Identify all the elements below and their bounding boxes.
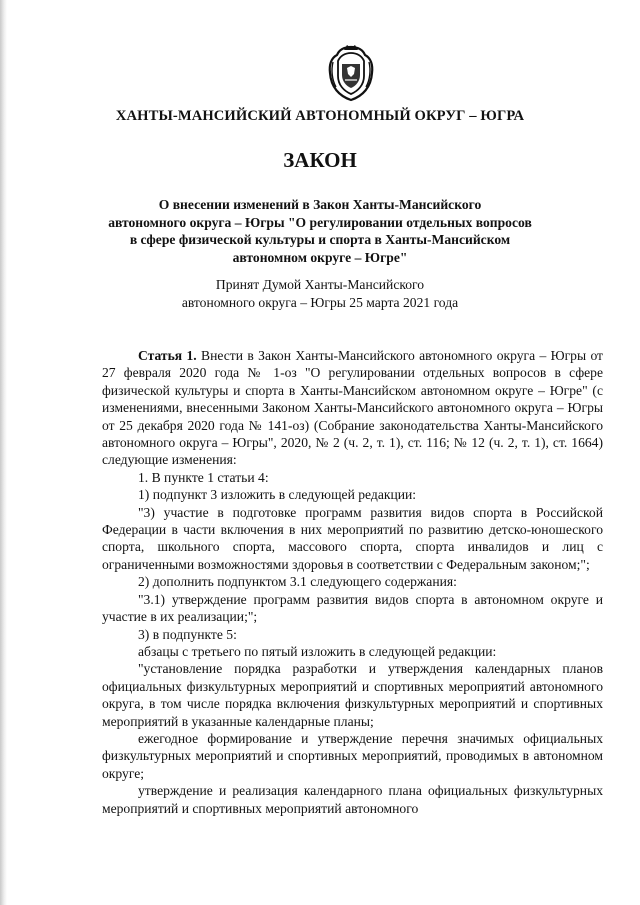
body-paragraph: утверждение и реализация календарного плана официальных физкультурных мероприятий и спортивных мероприятий автономного [102, 783, 603, 816]
law-body [102, 347, 603, 817]
adoption-line: Принят Думой Ханты-Мансийского [215, 277, 425, 292]
coat-of-arms-icon [327, 44, 375, 102]
law-subject-title [0, 196, 640, 266]
subject-line: автономном округе – Югре" [232, 249, 408, 265]
article-heading: Статья 1. [138, 348, 197, 363]
article-intro: Внести в Закон Ханты-Мансийского автономного округа – Югры от 27 февраля 2020 года № 1-оз "О регулировании отдельных вопросов в сфере физической культуры и спорта в Ханты-Мансийском автономном округе – Югре" (с изменениями, внесенными Законом Ханты-Мансийского автономного округа – Югры от 25 декабря 2020 года № 141-оз) (Собрание законодательства Ханты-Мансийского автономного округа – Югры", 2020, № 2 (ч. 2, т. 1), ст. 116; № 12 (ч. 2, т. 1), ст. 1664) следующие изменения: [102, 348, 603, 468]
subject-line: О внесении изменений в Закон Ханты-Мансийского [158, 197, 482, 212]
subject-line: в сфере физической культуры и спорта в Ханты-Мансийском [129, 232, 511, 247]
adoption-note [0, 276, 640, 311]
article-paragraph [102, 347, 603, 469]
region-heading: ХАНТЫ-МАНСИЙСКИЙ АВТОНОМНЫЙ ОКРУГ – ЮГРА [115, 108, 525, 124]
document-type-title: ЗАКОН [283, 148, 357, 172]
adoption-line: автономного округа – Югры 25 марта 2021 года [181, 294, 459, 310]
body-paragraph: 2) дополнить подпунктом 3.1 следующего содержания: [138, 574, 457, 590]
body-paragraph: 3) в подпункте 5: [138, 626, 237, 642]
body-paragraph: "3) участие в подготовке программ развития видов спорта в Российской Федерации в части включения в них мероприятий по развитию детско-юношеского спорта, школьного спорта, массового спорта, спорта инвалидов и лиц с ограниченными возможностями здоровья в соответствии с Федеральным законом;"; [102, 504, 603, 572]
body-paragraph: "3.1) утверждение программ развития видов спорта в автономном округе и участие в их реализации;"; [102, 591, 603, 625]
body-paragraph: 1) подпункт 3 изложить в следующей редакции: [138, 487, 417, 503]
scan-edge-shadow [0, 0, 7, 905]
body-paragraph: абзацы с третьего по пятый изложить в следующей редакции: [138, 643, 497, 659]
body-paragraph: "установление порядка разработки и утверждения календарных планов официальных физкультурных мероприятий и спортивных мероприятий автономного округа, в том числе порядка включения физкультурных мероприятий и спортивных мероприятий в указанные календарные планы; [102, 661, 603, 729]
body-paragraph: ежегодное формирование и утверждение перечня значимых официальных физкультурных мероприятий и спортивных мероприятий, проводимых в автономном округе; [102, 730, 603, 781]
subject-line: автономного округа – Югры "О регулировании отдельных вопросов [108, 214, 532, 230]
body-paragraph: 1. В пункте 1 статьи 4: [138, 469, 269, 485]
